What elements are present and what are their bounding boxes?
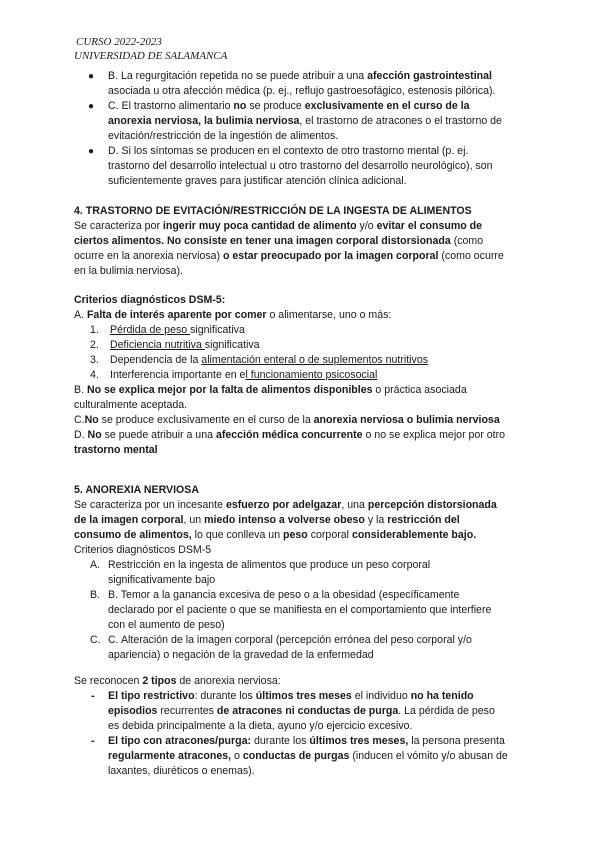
- text-run: C. El trastorno alimentario: [108, 100, 234, 112]
- text-run: Restricción en la ingesta de alimentos que produce un peso corporal: [108, 559, 431, 571]
- text-run: recurrentes: [157, 705, 217, 717]
- criterion-d-line: [74, 443, 158, 458]
- text-run: con el aumento de peso): [108, 619, 225, 631]
- dash-marker: -: [91, 735, 95, 747]
- text-run: B. La regurgitación repetida no se puede atribuir a una: [108, 70, 368, 82]
- criterion-b-line: [74, 398, 187, 413]
- text-run: Se caracteriza por: [74, 220, 163, 232]
- bold-text: considerablemente bajo.: [351, 529, 477, 541]
- underlined-text: Deficiencia nutritiva: [110, 339, 205, 351]
- bold-text: El tipo con atracones/purga:: [108, 735, 252, 747]
- criteria-text-line: [108, 633, 472, 648]
- text-run: significativamente bajo: [108, 574, 216, 586]
- bullet-text-line: [108, 129, 338, 144]
- text-run: o no se explica mejor por otro: [362, 429, 506, 441]
- text-run: o práctica asociada: [372, 384, 467, 396]
- bullet-text-line: [108, 114, 502, 129]
- criteria-text-line: [108, 573, 215, 588]
- text-run: ocurre en la anorexia nerviosa): [74, 250, 223, 262]
- criteria-text-line: [108, 588, 459, 603]
- bold-text: No se explica mejor por la falta de alimentos disponibles: [86, 384, 373, 396]
- section-4-intro-line: [74, 219, 482, 234]
- numbered-marker: 1.: [90, 324, 99, 336]
- criteria-marker: C.: [90, 634, 101, 646]
- text-run: en la bulimia nerviosa).: [74, 265, 183, 277]
- numbered-item: [110, 338, 260, 353]
- header-university: UNIVERSIDAD DE SALAMANCA: [74, 50, 228, 62]
- types-intro: [74, 674, 281, 689]
- type-text-line: [108, 689, 474, 704]
- bold-text: restricción del: [387, 514, 460, 526]
- text-run: Criterios diagnósticos DSM-5: [74, 544, 212, 556]
- bold-text: últimos tres meses,: [309, 735, 409, 747]
- bold-text: peso: [283, 529, 308, 541]
- bold-text: anorexia nerviosa o bulimia nerviosa: [313, 414, 500, 426]
- bullet-icon: ●: [88, 146, 95, 157]
- criteria-marker: A.: [90, 559, 101, 571]
- section-5-intro-line: [74, 528, 476, 543]
- text-run: la persona presenta: [408, 735, 505, 747]
- type-text-line: [108, 764, 255, 779]
- text-run: B. Temor a la ganancia excesiva de peso o a la obesidad (específicamente: [108, 589, 460, 601]
- text-run: apariencia) o negación de la gravedad de la enfermedad: [108, 649, 374, 661]
- text-run: se puede atribuir a una: [101, 429, 216, 441]
- bold-text: últimos tres meses: [255, 690, 352, 702]
- bold-text: no: [233, 100, 247, 112]
- section-4-intro-line: [74, 234, 483, 249]
- bold-text: Falta de interés aparente por comer: [86, 309, 267, 321]
- section-4-title: [74, 204, 472, 219]
- text-run: C.: [74, 414, 85, 426]
- text-run: lo que conlleva un: [191, 529, 284, 541]
- text-run: D.: [74, 429, 88, 441]
- criteria-text-line: [108, 558, 430, 573]
- underlined-text: Pérdida de peso: [110, 324, 191, 336]
- bold-text: Criterios diagnósticos DSM-5:: [74, 294, 226, 306]
- numbered-marker: 3.: [90, 354, 99, 366]
- numbered-item: [110, 323, 245, 338]
- numbered-item: [110, 353, 428, 368]
- bold-text: de la imagen corporal: [74, 514, 184, 526]
- bold-text: trastorno mental: [74, 444, 158, 456]
- bold-text: afección gastrointestinal: [367, 70, 492, 82]
- bullet-text-line: [108, 174, 407, 189]
- section-5-intro-line: [74, 498, 497, 513]
- section-4-intro-line: [74, 264, 183, 279]
- text-run: o: [234, 750, 243, 762]
- text-run: se produce exclusivamente en el curso de la: [98, 414, 314, 426]
- text-run: de anorexia nerviosa:: [176, 675, 281, 687]
- text-run: y la: [364, 514, 388, 526]
- text-run: significativa: [204, 339, 260, 351]
- text-run: significativa: [190, 324, 245, 336]
- text-run: (inducen el vómito y/o abusan de: [349, 750, 508, 762]
- numbered-marker: 4.: [90, 369, 99, 381]
- bold-text: esfuerzo por adelgazar: [225, 499, 342, 511]
- text-run: C. Alteración de la imagen corporal (percepción errónea del peso corporal y/o: [108, 634, 472, 646]
- bullet-icon: ●: [88, 71, 95, 82]
- text-run: Se caracteriza por un incesante: [74, 499, 226, 511]
- bold-text: consumo de alimentos,: [74, 529, 192, 541]
- bold-text: exclusivamente en el curso de la: [304, 100, 470, 112]
- text-run: (como ocurre: [438, 250, 504, 262]
- bold-text: anorexia nerviosa, la bulimia nerviosa: [108, 115, 300, 127]
- text-run: : durante los: [194, 690, 256, 702]
- text-run: D. Si los síntomas se producen en el contexto de otro trastorno mental (p. ej.: [108, 145, 469, 157]
- text-run: asociada u otra afección médica (p. ej., reflujo gastroesofágico, estenosis pilórica).: [108, 85, 496, 97]
- bold-text: regularmente atracones,: [108, 750, 234, 762]
- bold-text: No: [84, 414, 99, 426]
- type-text-line: [108, 749, 508, 764]
- bold-text: ingerir muy poca cantidad de alimento: [162, 220, 357, 232]
- bold-text: o estar preocupado por la imagen corporal: [222, 250, 439, 262]
- text-run: Interferencia importante en e: [110, 369, 246, 381]
- criterion-c-line: [74, 413, 500, 428]
- criteria-text-line: [108, 618, 225, 633]
- dash-marker: -: [91, 690, 95, 702]
- type-text-line: [108, 719, 412, 734]
- bold-text: episodios: [108, 705, 158, 717]
- numbered-item: [110, 368, 377, 383]
- text-run: Se reconocen: [74, 675, 143, 687]
- text-run: A.: [74, 309, 87, 321]
- text-run: o alimentarse, uno o más:: [266, 309, 392, 321]
- section-4-intro-line: [74, 249, 504, 264]
- text-run: . La pérdida de peso: [398, 705, 495, 717]
- text-run: se produce: [246, 100, 305, 112]
- criteria-text-line: [108, 648, 374, 663]
- text-run: trastorno del desarrollo intelectual u otro trastorno del desarrollo neurológico), son: [108, 160, 493, 172]
- text-run: el individuo: [351, 690, 411, 702]
- bold-text: evitar el consumo de: [376, 220, 483, 232]
- bullet-icon: ●: [88, 101, 95, 112]
- criterion-d-line: [74, 428, 505, 443]
- underlined-text: l funcionamiento psicosocial: [245, 369, 378, 381]
- bold-text: 5. ANOREXIA NERVIOSA: [74, 484, 199, 496]
- section-5-criteria-title: [74, 543, 211, 558]
- bullet-text-line: [108, 69, 492, 84]
- criteria-marker: B.: [90, 589, 101, 601]
- bullet-text-line: [108, 99, 470, 114]
- criteria-text-line: [108, 603, 491, 618]
- bold-text: ciertos alimentos. No consiste en tener una imagen corporal distorsionada: [74, 235, 451, 247]
- section-5-intro-line: [74, 513, 460, 528]
- text-run: culturalmente aceptada.: [74, 399, 188, 411]
- text-run: y/o: [356, 220, 377, 232]
- text-run: B.: [74, 384, 87, 396]
- text-run: , un: [183, 514, 205, 526]
- criterion-a: [74, 308, 391, 323]
- text-run: durante los: [251, 735, 310, 747]
- section-4-criteria-title: [74, 293, 225, 308]
- text-run: laxantes, diuréticos o enemas).: [108, 765, 255, 777]
- text-run: , una: [341, 499, 368, 511]
- bold-text: no ha tenido: [410, 690, 474, 702]
- text-run: corporal: [307, 529, 352, 541]
- bold-text: miedo intenso a volverse obeso: [204, 514, 365, 526]
- criterion-b-line: [74, 383, 467, 398]
- text-run: evitación/restricción de la ingestión de alimentos.: [108, 130, 339, 142]
- bold-text: 4. TRASTORNO DE EVITACIÓN/RESTRICCIÓN DE LA INGESTA DE ALIMENTOS: [74, 205, 472, 217]
- bullet-text-line: [108, 159, 493, 174]
- bold-text: 2 tipos: [142, 675, 177, 687]
- bold-text: El tipo restrictivo: [108, 690, 195, 702]
- section-5-title: [74, 483, 199, 498]
- text-run: es debida principalmente a la dieta, ayuno y/o ejercicio excesivo.: [108, 720, 413, 732]
- bold-text: No: [87, 429, 102, 441]
- text-run: Dependencia de la: [110, 354, 202, 366]
- type-text-line: [108, 734, 505, 749]
- bullet-text-line: [108, 84, 495, 99]
- text-run: suficientemente graves para justificar atención clínica adicional.: [108, 175, 407, 187]
- type-text-line: [108, 704, 495, 719]
- text-run: declarado por el paciente o que se manifiesta en el comportamiento que interfiere: [108, 604, 492, 616]
- bold-text: percepción distorsionada: [367, 499, 497, 511]
- header-course: CURSO 2022-2023: [76, 36, 162, 48]
- underlined-text: alimentación enteral o de suplementos nutritivos: [201, 354, 429, 366]
- numbered-marker: 2.: [90, 339, 99, 351]
- bullet-text-line: [108, 144, 468, 159]
- text-run: , el trastorno de atracones o el trastorno de: [299, 115, 502, 127]
- bold-text: de atracones ni conductas de purga: [216, 705, 399, 717]
- text-run: (como: [450, 235, 484, 247]
- bold-text: conductas de purgas: [242, 750, 350, 762]
- bold-text: afección médica concurrente: [215, 429, 363, 441]
